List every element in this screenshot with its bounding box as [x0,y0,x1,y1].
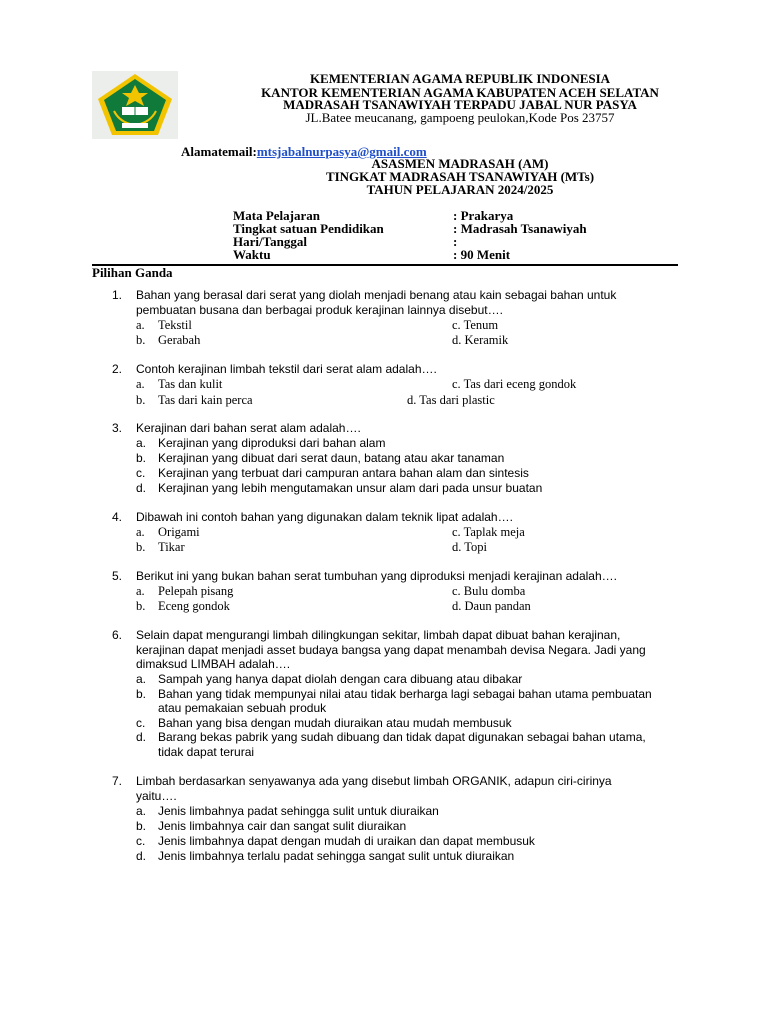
option-letter: d. [136,848,147,863]
question-number: 5. [112,569,123,583]
option-text: Origami [158,525,200,539]
option-letter: b. [136,393,146,407]
option-text: Sampah yang hanya dapat diolah dengan cara dibuang atau dibakar [158,672,523,686]
info-label: Hari/Tanggal [233,234,307,249]
option-text-continued: atau pemakaian sebuah produk [158,701,327,715]
email-link[interactable]: mtsjabalnurpasya@gmail.com [256,144,427,159]
school-address: JL.Batee meucanang, gampoeng peulokan,Kode Pos 23757 [305,110,615,125]
info-value: : Prakarya [453,208,514,223]
question [112,362,682,408]
info-label: Waktu [233,247,271,262]
question-text: dimaksud LIMBAH adalah…. [136,657,291,671]
option-text: Kerajinan yang dibuat dari serat daun, batang atau akar tanaman [158,451,505,465]
option-letter: a. [136,584,145,598]
question-number: 6. [112,628,123,642]
option-text: Pelepah pisang [158,584,234,598]
question-text: Selain dapat mengurangi limbah dilingkungan sekitar, limbah dapat dibuat bahan kerajinan, [136,628,621,642]
question-text: Contoh kerajinan limbah tekstil dari serat alam adalah…. [136,362,437,376]
question-number: 4. [112,510,123,524]
option-letter: b. [136,540,146,554]
option-letter: d. [136,730,147,744]
question-number: 2. [112,362,123,376]
option-text-continued: tidak dapat terurai [158,744,255,759]
question [112,569,682,615]
school-name: MADRASAH TSANAWIYAH TERPADU JABAL NUR PASYA [283,97,637,112]
info-value: : [453,234,458,249]
section-title: Pilihan Ganda [92,265,173,280]
question-text: kerajinan dapat menjadi asset budaya bangsa yang dapat menambah devisa Negara. Jadi yang [136,642,646,657]
question-number: 7. [112,774,123,788]
exam-year: TAHUN PELAJARAN 2024/2025 [366,182,554,197]
option-letter: a. [136,672,147,686]
option-letter: b. [136,818,147,833]
option-text: Kerajinan yang lebih mengutamakan unsur alam dari pada unsur buatan [158,481,543,495]
info-value: : Madrasah Tsanawiyah [453,221,587,236]
question [112,774,682,864]
option-letter: a. [136,803,147,818]
question-number: 3. [112,421,123,435]
option-text: Kerajinan yang terbuat dari campuran antara bahan alam dan sintesis [158,466,529,480]
info-label: Mata Pelajaran [233,208,321,223]
option-letter: b. [136,333,146,347]
option-text: c. Bulu domba [452,584,526,598]
info-value: : 90 Menit [453,247,511,262]
option-text: Kerajinan yang diproduksi dari bahan alam [158,436,386,450]
option-text: Barang bekas pabrik yang sudah dibuang dan tidak dapat digunakan sebagai bahan utama, [158,730,646,744]
exam-title: ASASMEN MADRASAH (AM) [371,156,549,171]
option-text: c. Taplak meja [452,525,525,539]
option-text: Eceng gondok [158,599,230,613]
option-text: d. Topi [452,540,488,554]
question [112,628,682,762]
option-text: d. Keramik [452,333,509,347]
option-text: Jenis limbahnya dapat dengan mudah di uraikan dan dapat membusuk [158,833,535,848]
option-letter: b. [136,686,147,701]
question-text: Dibawah ini contoh bahan yang digunakan dalam teknik lipat adalah…. [136,510,513,524]
question [112,421,682,497]
option-letter: a. [136,377,145,391]
option-text: Gerabah [158,333,201,347]
question-text: yaitu…. [136,788,177,803]
option-text: d. Daun pandan [452,599,531,613]
question-text: pembuatan busana dan berbagai produk kerajinan lainnya disebut…. [136,303,503,317]
ministry-emblem-icon [92,71,178,139]
option-letter: c. [136,466,146,480]
info-label: Tingkat satuan Pendidikan [233,221,384,236]
option-letter: c. [136,715,146,730]
option-letter: a. [136,318,145,332]
option-letter: a. [136,436,147,450]
exam-level: TINGKAT MADRASAH TSANAWIYAH (MTs) [325,169,595,184]
question [112,288,682,350]
option-text: c. Tas dari eceng gondok [452,377,577,391]
option-text: Tas dari kain perca [158,393,253,407]
option-letter: b. [136,599,146,613]
option-letter: a. [136,525,145,539]
option-letter: d. [136,481,147,495]
option-text: Tekstil [158,318,192,332]
question-number: 1. [112,288,123,302]
question-text: Berikut ini yang bukan bahan serat tumbuhan yang diproduksi menjadi kerajinan adalah…. [136,569,617,583]
option-text: Jenis limbahnya terlalu padat sehingga sangat sulit untuk diuraikan [158,848,515,863]
question [112,510,682,556]
option-letter: c. [136,833,146,848]
option-letter: b. [136,451,147,465]
option-text: c. Tenum [452,318,499,332]
ministry-name: KEMENTERIAN AGAMA REPUBLIK INDONESIA [309,71,611,86]
option-text: Bahan yang tidak mempunyai nilai atau tidak berharga lagi sebagai bahan utama pembuatan [158,686,652,701]
option-text: Bahan yang bisa dengan mudah diuraikan atau mudah membusuk [158,715,512,730]
email-label: Alamatemail: [181,144,257,159]
option-text: Tas dan kulit [158,377,223,391]
header-divider [92,264,678,266]
question-text: Bahan yang berasal dari serat yang diolah menjadi benang atau kain sebagai bahan untuk [136,288,617,302]
option-text: Tikar [158,540,185,554]
option-text: Jenis limbahnya padat sehingga sulit untuk diuraikan [158,803,439,818]
option-text: Jenis limbahnya cair dan sangat sulit diuraikan [158,818,407,833]
option-text: d. Tas dari plastic [407,393,495,407]
office-name: KANTOR KEMENTERIAN AGAMA KABUPATEN ACEH SELATAN [261,85,659,100]
question-text: Kerajinan dari bahan serat alam adalah…. [136,421,361,435]
question-text: Limbah berdasarkan senyawanya ada yang disebut limbah ORGANIK, adapun ciri-cirinya [136,774,612,788]
logo [92,71,178,139]
